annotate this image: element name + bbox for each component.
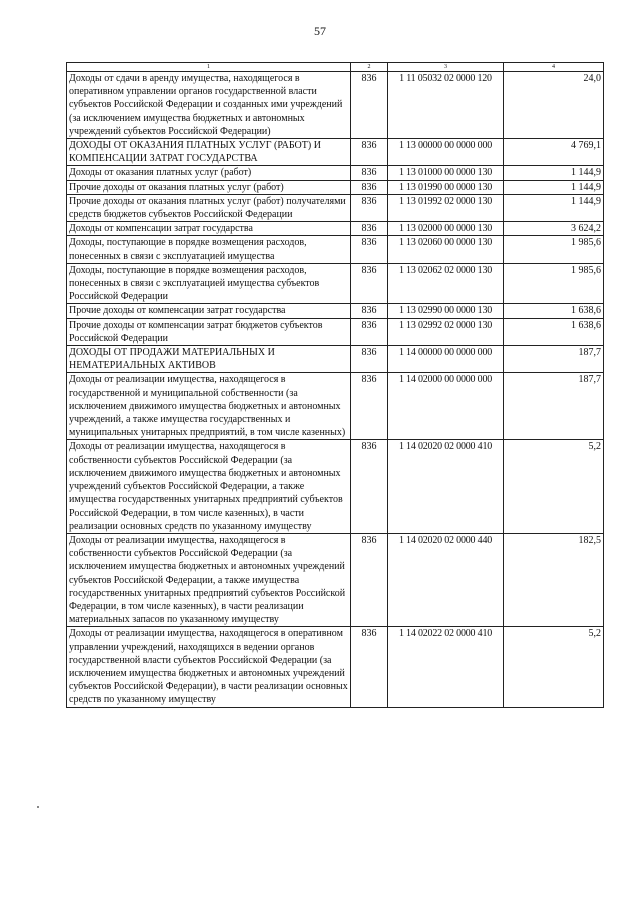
admin-code: 836	[351, 194, 388, 221]
scan-speck	[37, 806, 39, 808]
admin-code: 836	[351, 72, 388, 139]
admin-code: 836	[351, 180, 388, 194]
budget-code: 1 14 02000 00 0000 000	[388, 373, 504, 440]
budget-code: 1 13 02992 02 0000 130	[388, 318, 504, 345]
row-description: Доходы, поступающие в порядке возмещения расходов, понесенных в связи с эксплуатацией имущества	[67, 236, 351, 263]
row-description: Прочие доходы от компенсации затрат бюджетов субъектов Российской Федерации	[67, 318, 351, 345]
table-row	[67, 166, 604, 180]
row-description: Прочие доходы от оказания платных услуг (работ)	[67, 180, 351, 194]
page-number: 57	[314, 24, 326, 38]
admin-code: 836	[351, 263, 388, 304]
row-description: Доходы от реализации имущества, находящегося в государственной и муниципальной собственности (за исключением движимого имущества бюджетных и автономных учреждений, а также имущества государственных и муниципальных унитарных предприятий, в том числе казенных)	[67, 373, 351, 440]
column-header-2: 2	[351, 63, 388, 72]
budget-code: 1 13 01992 02 0000 130	[388, 194, 504, 221]
amount: 182,5	[504, 533, 604, 626]
admin-code: 836	[351, 304, 388, 318]
row-description: Доходы от реализации имущества, находящегося в оперативном управлении учреждений, находящихся в ведении органов государственной власти субъектов Российской Федерации (за исключением имущества бюджетных и автономных учреждений субъектов Российской Федерации), в части реализации основных средств по указанному имуществу	[67, 627, 351, 707]
table-row	[67, 440, 604, 533]
amount: 24,0	[504, 72, 604, 139]
admin-code: 836	[351, 346, 388, 373]
row-description: Прочие доходы от компенсации затрат государства	[67, 304, 351, 318]
table-row	[67, 318, 604, 345]
table-row	[67, 236, 604, 263]
row-description: Доходы от оказания платных услуг (работ)	[67, 166, 351, 180]
table-row	[67, 72, 604, 139]
budget-code: 1 13 01000 00 0000 130	[388, 166, 504, 180]
amount: 187,7	[504, 346, 604, 373]
amount: 1 144,9	[504, 180, 604, 194]
table-row	[67, 627, 604, 707]
column-header-3: 3	[388, 63, 504, 72]
row-description: ДОХОДЫ ОТ ПРОДАЖИ МАТЕРИАЛЬНЫХ И НЕМАТЕРИАЛЬНЫХ АКТИВОВ	[67, 346, 351, 373]
budget-code: 1 13 00000 00 0000 000	[388, 139, 504, 166]
amount: 1 638,6	[504, 318, 604, 345]
row-description: Доходы от сдачи в аренду имущества, находящегося в оперативном управлении органов государственной власти субъектов Российской Федерации и созданных ими учреждений (за исключением имущества бюджетных и автономных учреждений субъектов Российской Федерации)	[67, 72, 351, 139]
table-row	[67, 222, 604, 236]
table-row	[67, 139, 604, 166]
amount: 5,2	[504, 440, 604, 533]
budget-code: 1 13 02060 00 0000 130	[388, 236, 504, 263]
column-header-4: 4	[504, 63, 604, 72]
table-row	[67, 194, 604, 221]
budget-code: 1 14 02022 02 0000 410	[388, 627, 504, 707]
table-row	[67, 263, 604, 304]
budget-code: 1 14 02020 02 0000 440	[388, 533, 504, 626]
budget-code: 1 13 02000 00 0000 130	[388, 222, 504, 236]
amount: 187,7	[504, 373, 604, 440]
row-description: ДОХОДЫ ОТ ОКАЗАНИЯ ПЛАТНЫХ УСЛУГ (РАБОТ) И КОМПЕНСАЦИИ ЗАТРАТ ГОСУДАРСТВА	[67, 139, 351, 166]
budget-code: 1 11 05032 02 0000 120	[388, 72, 504, 139]
amount: 1 144,9	[504, 194, 604, 221]
amount: 1 144,9	[504, 166, 604, 180]
table-row	[67, 304, 604, 318]
amount: 4 769,1	[504, 139, 604, 166]
revenue-table	[66, 62, 604, 708]
admin-code: 836	[351, 533, 388, 626]
budget-code: 1 14 02020 02 0000 410	[388, 440, 504, 533]
amount: 5,2	[504, 627, 604, 707]
admin-code: 836	[351, 222, 388, 236]
row-description: Доходы, поступающие в порядке возмещения расходов, понесенных в связи с эксплуатацией имущества субъектов Российской Федерации	[67, 263, 351, 304]
admin-code: 836	[351, 236, 388, 263]
table-row	[67, 346, 604, 373]
column-header-1: 1	[67, 63, 351, 72]
row-description: Прочие доходы от оказания платных услуг (работ) получателями средств бюджетов субъектов Российской Федерации	[67, 194, 351, 221]
admin-code: 836	[351, 440, 388, 533]
amount: 1 638,6	[504, 304, 604, 318]
budget-code: 1 13 02990 00 0000 130	[388, 304, 504, 318]
amount: 1 985,6	[504, 263, 604, 304]
admin-code: 836	[351, 627, 388, 707]
row-description: Доходы от компенсации затрат государства	[67, 222, 351, 236]
admin-code: 836	[351, 318, 388, 345]
admin-code: 836	[351, 166, 388, 180]
table-header-row	[67, 63, 604, 72]
amount: 3 624,2	[504, 222, 604, 236]
budget-code: 1 14 00000 00 0000 000	[388, 346, 504, 373]
table-row	[67, 373, 604, 440]
row-description: Доходы от реализации имущества, находящегося в собственности субъектов Российской Федерации (за исключением движимого имущества бюджетных и автономных учреждений субъектов Российской Федерации, а также имущества государственных унитарных предприятий субъектов Российской Федерации, в том числе казенных), в части реализации основных средств по указанному имуществу	[67, 440, 351, 533]
admin-code: 836	[351, 139, 388, 166]
budget-code: 1 13 01990 00 0000 130	[388, 180, 504, 194]
table-row	[67, 180, 604, 194]
budget-code: 1 13 02062 02 0000 130	[388, 263, 504, 304]
amount: 1 985,6	[504, 236, 604, 263]
row-description: Доходы от реализации имущества, находящегося в собственности субъектов Российской Федерации (за исключением имущества бюджетных и автономных учреждений субъектов Российской Федерации, а также имущества государственных унитарных предприятий субъектов Российской Федерации, в том числе казенных), в части реализации материальных запасов по указанному имуществу	[67, 533, 351, 626]
table-row	[67, 533, 604, 626]
admin-code: 836	[351, 373, 388, 440]
